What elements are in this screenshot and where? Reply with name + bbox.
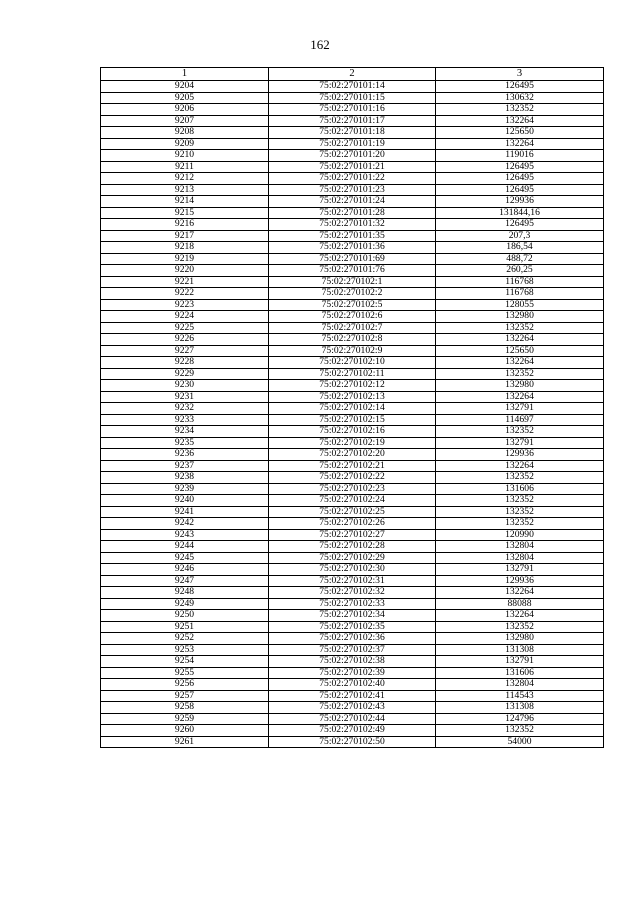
table-cell: 132791 (436, 403, 604, 415)
table-cell: 128055 (436, 299, 604, 311)
table-row (101, 518, 604, 530)
table-row (101, 104, 604, 116)
table-cell: 132804 (436, 552, 604, 564)
table-cell: 186,54 (436, 242, 604, 254)
table-cell: 9226 (101, 334, 269, 346)
table-row (101, 575, 604, 587)
table-cell: 131606 (436, 667, 604, 679)
table-cell: 75:02:270101:36 (269, 242, 436, 254)
table-cell: 131308 (436, 702, 604, 714)
table-cell: 132980 (436, 633, 604, 645)
table-cell: 132264 (436, 357, 604, 369)
table-cell: 75:02:270102:22 (269, 472, 436, 484)
table-cell: 9247 (101, 575, 269, 587)
table-row (101, 92, 604, 104)
table-cell: 88088 (436, 598, 604, 610)
table-row (101, 150, 604, 162)
table-cell: 75:02:270102:7 (269, 322, 436, 334)
table-row (101, 472, 604, 484)
table-row (101, 253, 604, 265)
table-cell: 9248 (101, 587, 269, 599)
table-row (101, 529, 604, 541)
table-cell: 75:02:270101:28 (269, 207, 436, 219)
table-cell: 9204 (101, 81, 269, 93)
table-cell: 124796 (436, 713, 604, 725)
table-cell: 75:02:270101:16 (269, 104, 436, 116)
table-row (101, 736, 604, 748)
table-cell: 9220 (101, 265, 269, 277)
table-cell: 9255 (101, 667, 269, 679)
table-row (101, 587, 604, 599)
table-cell: 260,25 (436, 265, 604, 277)
table-cell: 9217 (101, 230, 269, 242)
table-row (101, 276, 604, 288)
table-cell: 9221 (101, 276, 269, 288)
table-cell: 75:02:270101:69 (269, 253, 436, 265)
table-cell: 132352 (436, 426, 604, 438)
table-cell: 75:02:270102:13 (269, 391, 436, 403)
table-cell: 75:02:270101:24 (269, 196, 436, 208)
table-cell: 75:02:270102:21 (269, 460, 436, 472)
table-cell: 75:02:270102:9 (269, 345, 436, 357)
table-cell: 132980 (436, 311, 604, 323)
table-cell: 75:02:270101:17 (269, 115, 436, 127)
table-row (101, 679, 604, 691)
table-body (101, 81, 604, 748)
table-cell: 9206 (101, 104, 269, 116)
table-cell: 75:02:270102:8 (269, 334, 436, 346)
table-cell: 75:02:270102:32 (269, 587, 436, 599)
table-row (101, 184, 604, 196)
table-cell: 9241 (101, 506, 269, 518)
table-row (101, 380, 604, 392)
table-row (101, 219, 604, 231)
table-cell: 132352 (436, 518, 604, 530)
table-row (101, 541, 604, 553)
table-cell: 132352 (436, 725, 604, 737)
table-cell: 9239 (101, 483, 269, 495)
table-cell: 75:02:270102:27 (269, 529, 436, 541)
table-row (101, 449, 604, 461)
table-row (101, 403, 604, 415)
table-cell: 132791 (436, 656, 604, 668)
table-cell: 75:02:270102:37 (269, 644, 436, 656)
table-row (101, 713, 604, 725)
table-cell: 9216 (101, 219, 269, 231)
table-cell: 9223 (101, 299, 269, 311)
table-cell: 132352 (436, 495, 604, 507)
table-cell: 9244 (101, 541, 269, 553)
table-cell: 9222 (101, 288, 269, 300)
table-cell: 207,3 (436, 230, 604, 242)
table-cell: 132804 (436, 679, 604, 691)
table-cell: 9245 (101, 552, 269, 564)
table-cell: 120990 (436, 529, 604, 541)
table-cell: 9256 (101, 679, 269, 691)
table-cell: 75:02:270102:15 (269, 414, 436, 426)
table-cell: 126495 (436, 184, 604, 196)
table-cell: 9260 (101, 725, 269, 737)
table-cell: 75:02:270102:2 (269, 288, 436, 300)
table-cell: 130632 (436, 92, 604, 104)
table-cell: 75:02:270101:18 (269, 127, 436, 139)
table-cell: 75:02:270102:5 (269, 299, 436, 311)
table-cell: 132791 (436, 437, 604, 449)
table-cell: 129936 (436, 575, 604, 587)
table-row (101, 196, 604, 208)
table-cell: 75:02:270101:21 (269, 161, 436, 173)
table-row (101, 644, 604, 656)
table-cell: 75:02:270102:11 (269, 368, 436, 380)
table-cell: 75:02:270102:10 (269, 357, 436, 369)
table-row (101, 552, 604, 564)
table-row (101, 725, 604, 737)
table-row (101, 115, 604, 127)
table-cell: 125650 (436, 345, 604, 357)
table-cell: 75:02:270102:23 (269, 483, 436, 495)
table-cell: 9225 (101, 322, 269, 334)
table-cell: 9210 (101, 150, 269, 162)
table-cell: 9230 (101, 380, 269, 392)
table-cell: 75:02:270101:19 (269, 138, 436, 150)
table-cell: 9253 (101, 644, 269, 656)
table-row (101, 138, 604, 150)
table-cell: 9213 (101, 184, 269, 196)
table-cell: 75:02:270102:14 (269, 403, 436, 415)
table-row (101, 610, 604, 622)
table-cell: 75:02:270102:20 (269, 449, 436, 461)
table-cell: 9258 (101, 702, 269, 714)
table-cell: 132791 (436, 564, 604, 576)
table-cell: 75:02:270101:76 (269, 265, 436, 277)
table-cell: 9228 (101, 357, 269, 369)
table-cell: 126495 (436, 219, 604, 231)
table-cell: 75:02:270102:28 (269, 541, 436, 553)
table-cell: 132352 (436, 104, 604, 116)
table-row (101, 690, 604, 702)
table-cell: 9250 (101, 610, 269, 622)
table-row (101, 483, 604, 495)
table-cell: 75:02:270102:49 (269, 725, 436, 737)
table-cell: 75:02:270102:6 (269, 311, 436, 323)
table-cell: 126495 (436, 161, 604, 173)
table-cell: 129936 (436, 196, 604, 208)
table-cell: 132352 (436, 368, 604, 380)
table-cell: 9211 (101, 161, 269, 173)
table-row (101, 437, 604, 449)
table-cell: 9238 (101, 472, 269, 484)
table-cell: 75:02:270101:32 (269, 219, 436, 231)
table-cell: 9219 (101, 253, 269, 265)
table-cell: 75:02:270101:15 (269, 92, 436, 104)
table-row (101, 414, 604, 426)
table-row (101, 345, 604, 357)
table-cell: 9236 (101, 449, 269, 461)
table-row (101, 426, 604, 438)
table-cell: 75:02:270102:36 (269, 633, 436, 645)
table-cell: 75:02:270102:12 (269, 380, 436, 392)
table-cell: 132264 (436, 138, 604, 150)
table-cell: 75:02:270102:43 (269, 702, 436, 714)
table-cell: 75:02:270102:34 (269, 610, 436, 622)
table-cell: 9249 (101, 598, 269, 610)
table-cell: 9240 (101, 495, 269, 507)
table-cell: 132264 (436, 391, 604, 403)
table-cell: 132264 (436, 460, 604, 472)
table-cell: 75:02:270102:26 (269, 518, 436, 530)
table-row (101, 357, 604, 369)
table-row (101, 391, 604, 403)
table-cell: 132980 (436, 380, 604, 392)
column-header: 2 (269, 68, 436, 81)
table-row (101, 173, 604, 185)
data-table (100, 67, 604, 748)
table-row (101, 368, 604, 380)
table-cell: 75:02:270102:30 (269, 564, 436, 576)
table-cell: 126495 (436, 173, 604, 185)
table-cell: 75:02:270102:16 (269, 426, 436, 438)
table-cell: 75:02:270102:29 (269, 552, 436, 564)
table-row (101, 702, 604, 714)
table-cell: 9235 (101, 437, 269, 449)
table-cell: 75:02:270101:35 (269, 230, 436, 242)
table-row (101, 265, 604, 277)
table-cell: 9234 (101, 426, 269, 438)
table-cell: 131844,16 (436, 207, 604, 219)
table-cell: 75:02:270101:14 (269, 81, 436, 93)
table-header (101, 68, 604, 81)
table-row (101, 322, 604, 334)
table-row (101, 621, 604, 633)
table-cell: 132352 (436, 621, 604, 633)
table-cell: 9257 (101, 690, 269, 702)
table-cell: 9205 (101, 92, 269, 104)
table-cell: 75:02:270102:25 (269, 506, 436, 518)
table-row (101, 656, 604, 668)
table-cell: 75:02:270102:38 (269, 656, 436, 668)
table-cell: 9224 (101, 311, 269, 323)
table-cell: 75:02:270102:44 (269, 713, 436, 725)
table-row (101, 598, 604, 610)
table-row (101, 299, 604, 311)
table-cell: 132264 (436, 334, 604, 346)
table-cell: 75:02:270101:23 (269, 184, 436, 196)
table-row (101, 311, 604, 323)
table-cell: 114543 (436, 690, 604, 702)
table-cell: 126495 (436, 81, 604, 93)
table-cell: 54000 (436, 736, 604, 748)
table-cell: 9243 (101, 529, 269, 541)
table-cell: 9207 (101, 115, 269, 127)
table-cell: 75:02:270102:50 (269, 736, 436, 748)
table-cell: 9231 (101, 391, 269, 403)
table-cell: 132352 (436, 322, 604, 334)
table-cell: 9233 (101, 414, 269, 426)
table-cell: 75:02:270102:41 (269, 690, 436, 702)
table-row (101, 460, 604, 472)
table-cell: 132264 (436, 115, 604, 127)
table-cell: 75:02:270102:1 (269, 276, 436, 288)
table-cell: 132352 (436, 506, 604, 518)
table-cell: 75:02:270102:31 (269, 575, 436, 587)
table-cell: 132264 (436, 587, 604, 599)
table-cell: 9252 (101, 633, 269, 645)
table-row (101, 288, 604, 300)
table-cell: 9232 (101, 403, 269, 415)
table-cell: 129936 (436, 449, 604, 461)
table-cell: 9261 (101, 736, 269, 748)
table-cell: 75:02:270102:35 (269, 621, 436, 633)
table-cell: 132804 (436, 541, 604, 553)
table-cell: 9259 (101, 713, 269, 725)
table-cell: 9251 (101, 621, 269, 633)
table-cell: 125650 (436, 127, 604, 139)
table-row (101, 667, 604, 679)
table-cell: 75:02:270102:19 (269, 437, 436, 449)
table-cell: 75:02:270102:39 (269, 667, 436, 679)
table-row (101, 127, 604, 139)
table-cell: 9218 (101, 242, 269, 254)
table-cell: 9214 (101, 196, 269, 208)
table-cell: 75:02:270102:40 (269, 679, 436, 691)
table-cell: 132352 (436, 472, 604, 484)
table-cell: 75:02:270101:20 (269, 150, 436, 162)
table-cell: 9208 (101, 127, 269, 139)
table-row (101, 81, 604, 93)
table-row (101, 506, 604, 518)
table-cell: 131308 (436, 644, 604, 656)
table-cell: 9246 (101, 564, 269, 576)
table-cell: 9215 (101, 207, 269, 219)
table-row (101, 242, 604, 254)
table-header-row (101, 68, 604, 81)
table-cell: 9237 (101, 460, 269, 472)
table-cell: 9227 (101, 345, 269, 357)
table-cell: 9212 (101, 173, 269, 185)
column-header: 3 (436, 68, 604, 81)
table-cell: 9209 (101, 138, 269, 150)
table-cell: 114697 (436, 414, 604, 426)
table-cell: 116768 (436, 288, 604, 300)
table-cell: 119016 (436, 150, 604, 162)
table-cell: 75:02:270101:22 (269, 173, 436, 185)
table-row (101, 161, 604, 173)
table-row (101, 495, 604, 507)
column-header: 1 (101, 68, 269, 81)
table-row (101, 564, 604, 576)
table-cell: 9242 (101, 518, 269, 530)
table-row (101, 207, 604, 219)
table-row (101, 633, 604, 645)
table-cell: 488,72 (436, 253, 604, 265)
table-cell: 9254 (101, 656, 269, 668)
table-row (101, 334, 604, 346)
table-row (101, 230, 604, 242)
page-number: 162 (310, 37, 330, 52)
table-cell: 132264 (436, 610, 604, 622)
table-cell: 75:02:270102:33 (269, 598, 436, 610)
table-cell: 116768 (436, 276, 604, 288)
table-cell: 9229 (101, 368, 269, 380)
table-cell: 131606 (436, 483, 604, 495)
table-cell: 75:02:270102:24 (269, 495, 436, 507)
